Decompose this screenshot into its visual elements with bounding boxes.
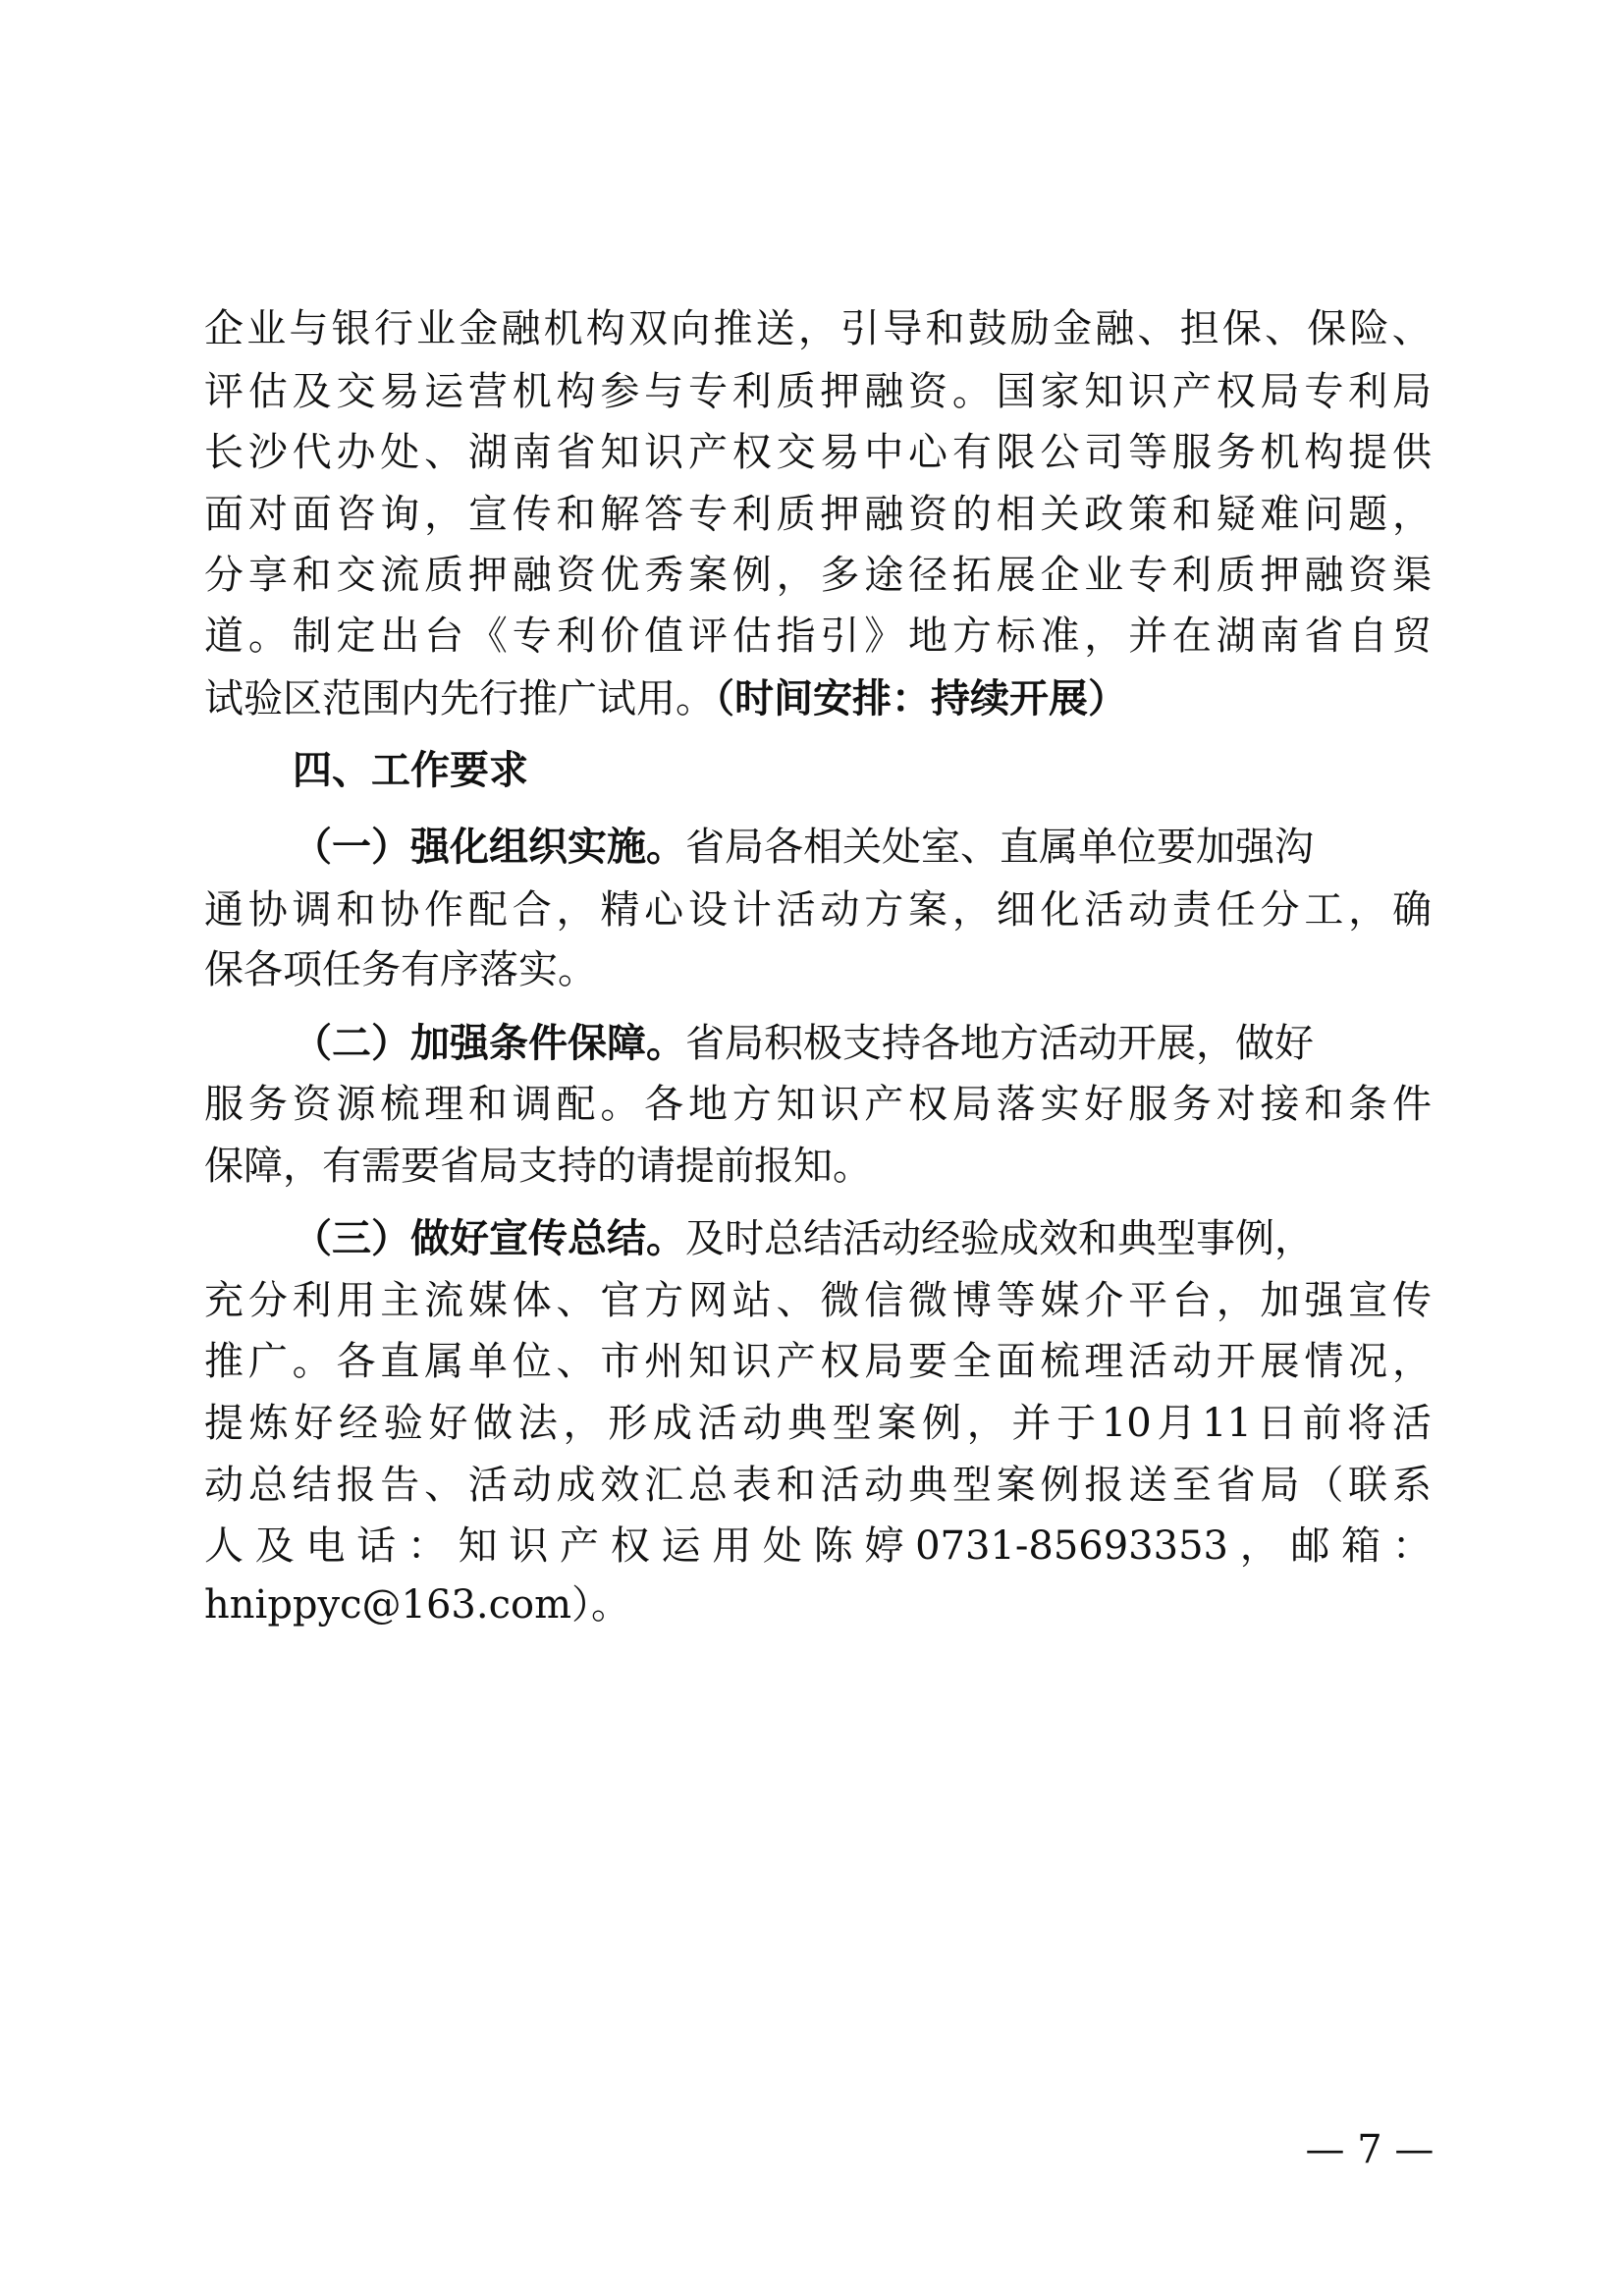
req3-line-4: 提 炼 好 经 验 好 做 法 ， 形 成 活 动 典 型 案 例 ， 并 于 10 月 11 日 前 将 活 bbox=[204, 1401, 1432, 1446]
req2-line-1-text: 省局积极支持各地方活动开展，做好 bbox=[685, 1021, 1314, 1066]
schedule-note: （时间安排：持续开展） bbox=[715, 675, 1127, 721]
body-line-5: 分 享 和 交 流 质 押 融 资 优 秀 案 例 ， 多 途 径 拓 展 企 业 专 利 质 押 融 资 渠 bbox=[204, 553, 1432, 598]
req3-line-1 bbox=[293, 1214, 1432, 1263]
req2-line-1 bbox=[293, 1019, 1432, 1068]
body-line-4: 面 对 面 咨 询 ， 宣 传 和 解 答 专 利 质 押 融 资 的 相 关 政 策 和 疑 难 问 题 ， bbox=[204, 492, 1432, 537]
req3-line-2: 充 分 利 用 主 流 媒 体 、 官 方 网 站 、 微 信 微 博 等 媒 介 平 台 ， 加 强 宣 传 bbox=[204, 1278, 1432, 1323]
body-line-7 bbox=[204, 674, 1432, 723]
req1-line-3: 保各项任务有序落实。 bbox=[204, 947, 597, 992]
req3-label: （三）做好宣传总结。 bbox=[293, 1215, 685, 1261]
req1-line-1-text: 省局各相关处室、直属单位要加强沟 bbox=[685, 825, 1314, 870]
req3-line-6: 人 及 电 话 ： 知 识 产 权 运 用 处 陈 婷 0731-85693353 ， 邮 箱 ： bbox=[204, 1523, 1432, 1569]
req2-line-3: 保障，有需要省局支持的请提前报知。 bbox=[204, 1144, 872, 1189]
req2-line-2: 服 务 资 源 梳 理 和 调 配 。 各 地 方 知 识 产 权 局 落 实 好 服 务 对 接 和 条 件 bbox=[204, 1082, 1432, 1127]
req1-line-1 bbox=[293, 823, 1432, 872]
body-line-1: 企 业 与 银 行 业 金 融 机 构 双 向 推 送 ， 引 导 和 鼓 励 金 融 、 担 保 、 保 险 、 bbox=[204, 306, 1432, 351]
req2-label: （二）加强条件保障。 bbox=[293, 1020, 685, 1066]
req3-line-7: hnippyc@163.com）。 bbox=[204, 1582, 631, 1628]
req3-line-5: 动 总 结 报 告 、 活 动 成 效 汇 总 表 和 活 动 典 型 案 例 报 送 至 省 局 （ 联 系 bbox=[204, 1463, 1432, 1508]
body-line-3: 长 沙 代 办 处 、 湖 南 省 知 识 产 权 交 易 中 心 有 限 公 司 等 服 务 机 构 提 供 bbox=[204, 430, 1432, 475]
body-line-6: 道 。 制 定 出 台 《 专 利 价 值 评 估 指 引 》 地 方 标 准 ， 并 在 湖 南 省 自 贸 bbox=[204, 614, 1432, 659]
section-heading: 四、工作要求 bbox=[293, 748, 528, 793]
paragraph-end-text: 试验区范围内先行推广试用。 bbox=[204, 676, 715, 721]
req1-label: （一）强化组织实施。 bbox=[293, 824, 685, 870]
body-line-2: 评 估 及 交 易 运 营 机 构 参 与 专 利 质 押 融 资 。 国 家 知 识 产 权 局 专 利 局 bbox=[204, 369, 1432, 414]
req1-line-2: 通 协 调 和 协 作 配 合 ， 精 心 设 计 活 动 方 案 ， 细 化 活 动 责 任 分 工 ， 确 bbox=[204, 887, 1432, 933]
page-number: — 7 — bbox=[1305, 2127, 1435, 2172]
req3-line-1-text: 及时总结活动经验成效和典型事例， bbox=[685, 1216, 1314, 1261]
req3-line-3: 推 广 。 各 直 属 单 位 、 市 州 知 识 产 权 局 要 全 面 梳 理 活 动 开 展 情 况 ， bbox=[204, 1339, 1432, 1384]
